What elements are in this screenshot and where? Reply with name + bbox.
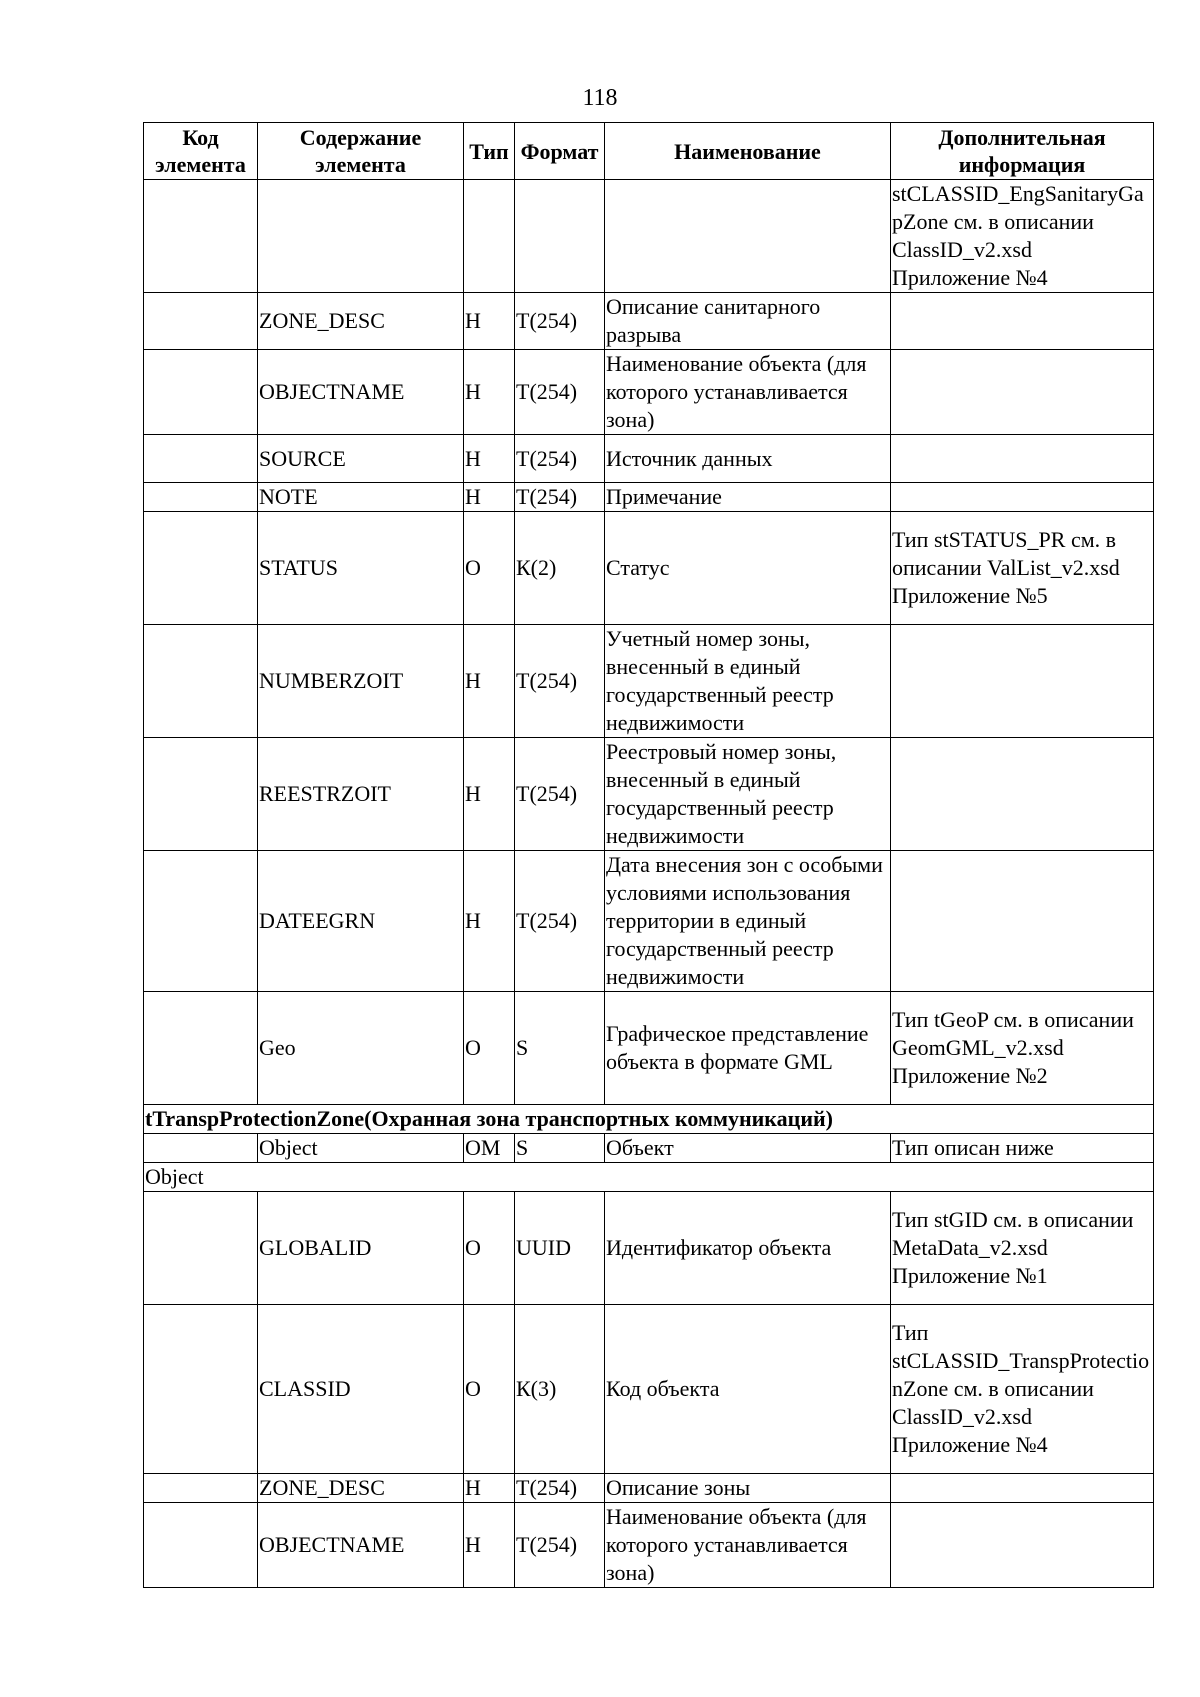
table-row — [144, 350, 1154, 435]
cell-name: Реестровый номер зоны, внесенный в единый государственный реестр недвижимости — [605, 738, 891, 851]
cell-name: Описание санитарного разрыва — [605, 293, 891, 350]
cell-format: S — [515, 992, 605, 1105]
cell-type: Н — [464, 1474, 515, 1503]
cell-type: Н — [464, 483, 515, 512]
table-row — [144, 1192, 1154, 1305]
cell-type: ОМ — [464, 1134, 515, 1163]
cell-format: S — [515, 1134, 605, 1163]
cell-info — [891, 293, 1154, 350]
cell-info — [891, 435, 1154, 483]
cell-format — [515, 180, 605, 293]
cell-element: NOTE — [258, 483, 464, 512]
spec-table — [143, 122, 1154, 1588]
cell-format: Т(254) — [515, 350, 605, 435]
cell-type: Н — [464, 350, 515, 435]
header-format: Формат — [515, 123, 605, 180]
cell-code — [144, 435, 258, 483]
cell-info: stCLASSID_EngSanitaryGapZone см. в описании ClassID_v2.xsd Приложение №4 — [891, 180, 1154, 293]
cell-code — [144, 512, 258, 625]
cell-name: Графическое представление объекта в формате GML — [605, 992, 891, 1105]
cell-info: Тип stCLASSID_TranspProtectionZone см. в описании ClassID_v2.xsd Приложение №4 — [891, 1305, 1154, 1474]
cell-format: К(2) — [515, 512, 605, 625]
cell-element: OBJECTNAME — [258, 1503, 464, 1588]
cell-type: Н — [464, 1503, 515, 1588]
cell-info: Тип stGID см. в описании MetaData_v2.xsd Приложение №1 — [891, 1192, 1154, 1305]
cell-format: Т(254) — [515, 483, 605, 512]
cell-type: Н — [464, 851, 515, 992]
cell-info — [891, 350, 1154, 435]
cell-code — [144, 180, 258, 293]
cell-format: Т(254) — [515, 293, 605, 350]
table-row — [144, 1134, 1154, 1163]
cell-info — [891, 738, 1154, 851]
cell-type: Н — [464, 625, 515, 738]
cell-name — [605, 180, 891, 293]
table-row — [144, 1474, 1154, 1503]
cell-element: OBJECTNAME — [258, 350, 464, 435]
cell-format: Т(254) — [515, 1503, 605, 1588]
table-row — [144, 483, 1154, 512]
table-row — [144, 992, 1154, 1105]
cell-name: Идентификатор объекта — [605, 1192, 891, 1305]
cell-element: Object — [258, 1134, 464, 1163]
header-type: Тип — [464, 123, 515, 180]
cell-format: Т(254) — [515, 851, 605, 992]
cell-code — [144, 1503, 258, 1588]
cell-type: Н — [464, 435, 515, 483]
cell-info — [891, 483, 1154, 512]
cell-element: STATUS — [258, 512, 464, 625]
cell-element: ZONE_DESC — [258, 293, 464, 350]
cell-code — [144, 1474, 258, 1503]
group-label: Object — [144, 1163, 1154, 1192]
cell-name: Наименование объекта (для которого устанавливается зона) — [605, 1503, 891, 1588]
cell-type: Н — [464, 293, 515, 350]
page-number: 118 — [582, 85, 618, 111]
cell-format: Т(254) — [515, 738, 605, 851]
cell-code — [144, 1134, 258, 1163]
table-row — [144, 180, 1154, 293]
header-code: Код элемента — [144, 123, 258, 180]
cell-code — [144, 293, 258, 350]
cell-type: О — [464, 512, 515, 625]
table-row — [144, 625, 1154, 738]
table-row — [144, 1305, 1154, 1474]
cell-name: Наименование объекта (для которого устанавливается зона) — [605, 350, 891, 435]
cell-type: О — [464, 992, 515, 1105]
cell-element: GLOBALID — [258, 1192, 464, 1305]
cell-element: ZONE_DESC — [258, 1474, 464, 1503]
cell-name: Код объекта — [605, 1305, 891, 1474]
cell-code — [144, 992, 258, 1105]
cell-name: Объект — [605, 1134, 891, 1163]
header-name: Наименование — [605, 123, 891, 180]
cell-info — [891, 625, 1154, 738]
cell-code — [144, 350, 258, 435]
cell-info — [891, 1503, 1154, 1588]
cell-info: Тип tGeoP см. в описании GeomGML_v2.xsd Приложение №2 — [891, 992, 1154, 1105]
cell-code — [144, 1305, 258, 1474]
section-title: tTranspProtectionZone(Охранная зона транспортных коммуникаций) — [144, 1105, 1154, 1134]
cell-info — [891, 851, 1154, 992]
cell-type: О — [464, 1192, 515, 1305]
cell-format: UUID — [515, 1192, 605, 1305]
table-row — [144, 435, 1154, 483]
cell-element: REESTRZOIT — [258, 738, 464, 851]
cell-format: К(3) — [515, 1305, 605, 1474]
table-row — [144, 1503, 1154, 1588]
cell-format: Т(254) — [515, 1474, 605, 1503]
cell-element: SOURCE — [258, 435, 464, 483]
cell-code — [144, 625, 258, 738]
cell-name: Учетный номер зоны, внесенный в единый государственный реестр недвижимости — [605, 625, 891, 738]
cell-name: Статус — [605, 512, 891, 625]
table-row — [144, 851, 1154, 992]
cell-element: NUMBERZOIT — [258, 625, 464, 738]
cell-code — [144, 1192, 258, 1305]
cell-type — [464, 180, 515, 293]
cell-info — [891, 1474, 1154, 1503]
cell-element — [258, 180, 464, 293]
cell-name: Дата внесения зон с особыми условиями использования территории в единый государственный реестр недвижимости — [605, 851, 891, 992]
cell-code — [144, 851, 258, 992]
cell-name: Источник данных — [605, 435, 891, 483]
cell-element: DATEEGRN — [258, 851, 464, 992]
cell-element: CLASSID — [258, 1305, 464, 1474]
cell-info: Тип stSTATUS_PR см. в описании ValList_v2.xsd Приложение №5 — [891, 512, 1154, 625]
cell-name: Описание зоны — [605, 1474, 891, 1503]
cell-name: Примечание — [605, 483, 891, 512]
cell-type: Н — [464, 738, 515, 851]
table-row — [144, 738, 1154, 851]
table-row — [144, 512, 1154, 625]
cell-format: Т(254) — [515, 625, 605, 738]
table-row — [144, 293, 1154, 350]
table-header-row — [144, 123, 1154, 180]
header-content: Содержание элемента — [258, 123, 464, 180]
cell-format: Т(254) — [515, 435, 605, 483]
group-label-row — [144, 1163, 1154, 1192]
cell-code — [144, 483, 258, 512]
section-title-row — [144, 1105, 1154, 1134]
cell-info: Тип описан ниже — [891, 1134, 1154, 1163]
cell-code — [144, 738, 258, 851]
header-info: Дополнительная информация — [891, 123, 1154, 180]
cell-type: О — [464, 1305, 515, 1474]
cell-element: Geo — [258, 992, 464, 1105]
